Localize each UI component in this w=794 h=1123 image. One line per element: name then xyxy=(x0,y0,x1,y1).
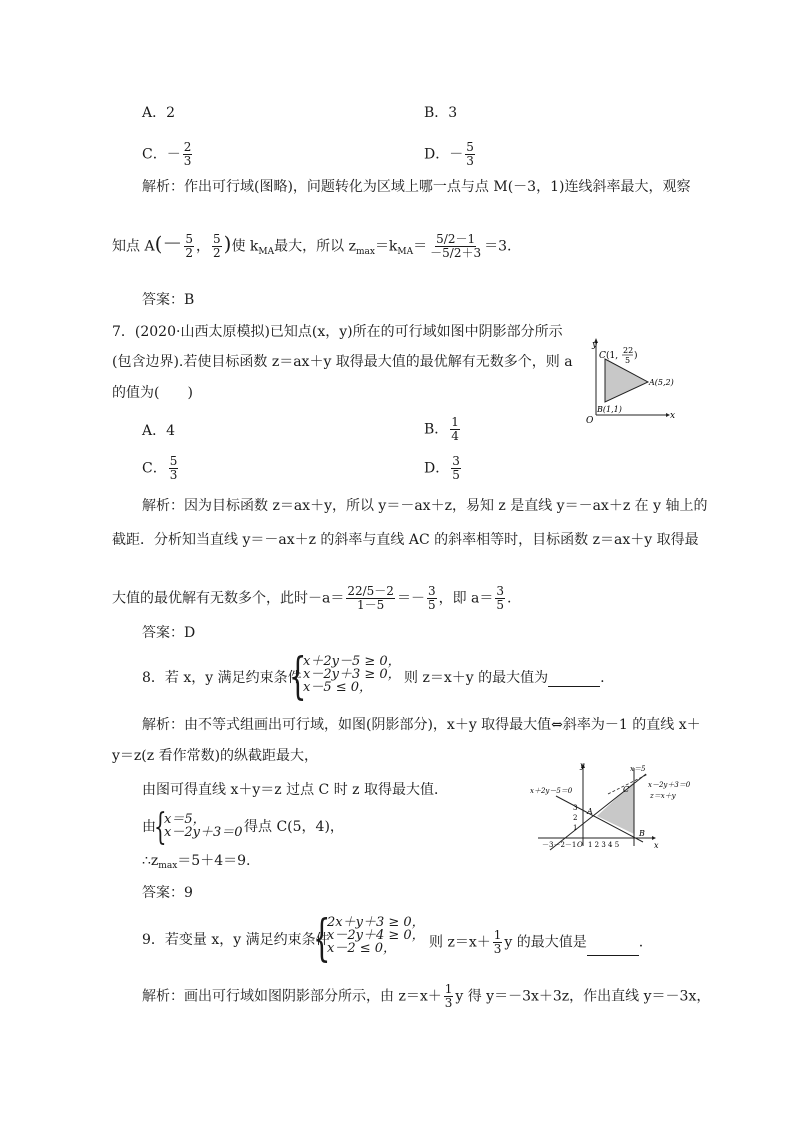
q8-figure xyxy=(528,760,708,852)
q7-label-c-coord-a: (1, xyxy=(606,351,619,361)
q7-option-c: C． $\frac{5}{3}$ xyxy=(142,454,178,482)
q9-stem-suffix: 则 z＝x＋ $\frac{1}{3}$ y 的最大值是 . xyxy=(429,928,644,956)
q7-label-a: A(5,2) xyxy=(649,378,674,387)
q7-option-d: D． $\frac{3}{5}$ xyxy=(424,454,460,482)
q7-answer: 答案：D xyxy=(142,625,196,641)
q6-option-a: A．2 xyxy=(142,105,176,121)
q7-stem-line1: 7．(2020·山西太原模拟)已知点(x，y)所在的可行域如图中阴影部分所示 xyxy=(112,324,563,340)
q8-stem-suffix: 则 z＝x＋y 的最大值为 . xyxy=(404,670,605,686)
q7-label-b: B(1,1) xyxy=(597,405,622,414)
q8-label-y: y xyxy=(580,761,585,770)
q7-label-c-num: 22 xyxy=(623,346,634,355)
q8-xticks-negative: －3－2－1 xyxy=(542,841,577,849)
q9-solution-line1: 解析：画出可行域如图阴影部分所示，由 z＝x＋ $\frac{1}{3}$ y 得 y＝－3x＋3z，作出直线 y＝－3x， xyxy=(142,982,711,1010)
q8-system-brace: { xyxy=(289,647,307,705)
q8-label-x: x xyxy=(654,841,659,850)
q6-solution-line2: 知点 A(－ $\frac{5}{2}$ ， $\frac{5}{2}$ )使 $k_{MA}$最大，所以 $z_{max}=k_{MA}=$ $\frac{5/2-1}{-5/2+3}$ ＝3. xyxy=(112,231,512,260)
q8-label-l2: x－2y＋3＝0 xyxy=(648,781,691,789)
q7-option-b: B． $\frac{1}{4}$ xyxy=(424,415,459,443)
q7-stem-line3: 的值为( ) xyxy=(112,385,193,401)
q8-solution-line3: 由图可得直线 x＋y＝z 过点 C 时 z 取得最大值． xyxy=(142,782,448,798)
q6-option-d: D．－ $\frac{5}{3}$ xyxy=(424,140,474,168)
q7-solution-line3: 大值的最优解有无数多个，此时－a＝ $\frac{22/5-2}{1-5}$ ＝－ $\frac{3}{5}$ ，即 a＝ $\frac{3}{5}$ . xyxy=(112,584,512,612)
q8-tick-3: 3 xyxy=(573,804,578,812)
q8-label-objective: z＝x＋y xyxy=(650,792,676,800)
q8-label-l1: x＋2y－5＝0 xyxy=(530,787,573,795)
q7-label-x: x xyxy=(670,411,676,421)
q7-solution-line1: 解析：因为目标函数 z＝ax＋y，所以 y＝－ax＋z，易知 z 是直线 y＝－ax＋z 在 y 轴上的 xyxy=(142,498,708,514)
q9-constraint-1: 2x＋y＋3 ≥ 0， xyxy=(327,915,425,930)
q8-answer: 答案：9 xyxy=(142,885,193,901)
q9-stem-prefix: 9．若变量 x，y 满足约束条件 xyxy=(142,932,330,948)
q8-solution-line1: 解析：由不等式组画出可行域，如图(阴影部分)，x＋y 取得最大值⇔斜率为－1 的直线 x＋ xyxy=(142,717,701,733)
q7-feasible-region xyxy=(605,359,648,402)
q8-label-origin: O xyxy=(577,841,583,849)
q8-label-a: A xyxy=(587,807,593,816)
q7-label-y: y xyxy=(592,340,598,350)
q9-system xyxy=(327,916,425,955)
q8-xticks-positive: 1 2 3 4 5 xyxy=(588,841,620,849)
q9-constraint-3: x－2 ≤ 0， xyxy=(327,941,397,956)
q6-option-b: B．3 xyxy=(424,105,458,121)
q8-solution-line5: $\therefore z_{max}=5+4=9$. xyxy=(142,853,251,871)
q8-x-arrow xyxy=(652,836,656,840)
q8-stem-prefix: 8．若 x，y 满足约束条件 xyxy=(142,670,302,686)
q8-label-x5: x＝5 xyxy=(630,765,646,773)
q8-solution-line2: y＝z(z 看作常数)的纵截距最大， xyxy=(112,748,319,764)
q8-constraint-3: x－5 ≤ 0， xyxy=(303,680,373,695)
q8-solution-eq-2: x－2y＋3＝0 xyxy=(164,825,243,840)
q7-option-a: A．4 xyxy=(142,423,176,439)
q7-solution-line2: 截距．分析知当直线 y＝－ax＋z 的斜率与直线 AC 的斜率相等时，目标函数 z＝ax＋y 取得最 xyxy=(112,532,699,548)
q7-stem-line2: (包含边界).若使目标函数 z＝ax＋y 取得最大值的最优解有无数多个，则 a xyxy=(112,354,573,370)
q6-solution-line1: 解析：作出可行域(图略)，问题转化为区域上哪一点与点 M(－3，1)连线斜率最大，观察 xyxy=(142,179,691,195)
q8-label-c: C xyxy=(623,785,630,794)
q8-system xyxy=(303,655,401,694)
q7-label-c-coord-b: ) xyxy=(634,351,638,361)
q8-solution-line4-a: 由 xyxy=(142,819,156,835)
q8-solution-line4-b: 得点 C(5，4)， xyxy=(244,819,344,835)
q6-answer: 答案：B xyxy=(142,292,195,308)
q7-label-origin: O xyxy=(586,416,594,426)
q8-constraint-1: x＋2y－5 ≥ 0， xyxy=(303,654,401,669)
q8-answer-blank[interactable] xyxy=(548,672,600,687)
q8-tick-2: 2 xyxy=(573,814,578,822)
q9-system-brace: { xyxy=(313,909,331,967)
q7-label-c-den: 5 xyxy=(625,356,631,365)
q8-solution-system xyxy=(164,813,243,839)
q8-solution-brace: { xyxy=(154,807,167,848)
q9-answer-blank[interactable] xyxy=(587,941,639,956)
q8-solution-eq-1: x＝5， xyxy=(164,812,206,827)
q7-figure xyxy=(588,335,678,425)
q8-constraint-2: x－2y＋3 ≥ 0， xyxy=(303,667,401,682)
q6-option-c: C．－ $\frac{2}{3}$ xyxy=(142,140,192,168)
q8-tick-1: 1 xyxy=(573,824,578,832)
q9-constraint-2: x－2y＋4 ≥ 0， xyxy=(327,928,425,943)
q7-label-c: C xyxy=(599,351,606,361)
q8-label-b: B xyxy=(639,829,645,838)
